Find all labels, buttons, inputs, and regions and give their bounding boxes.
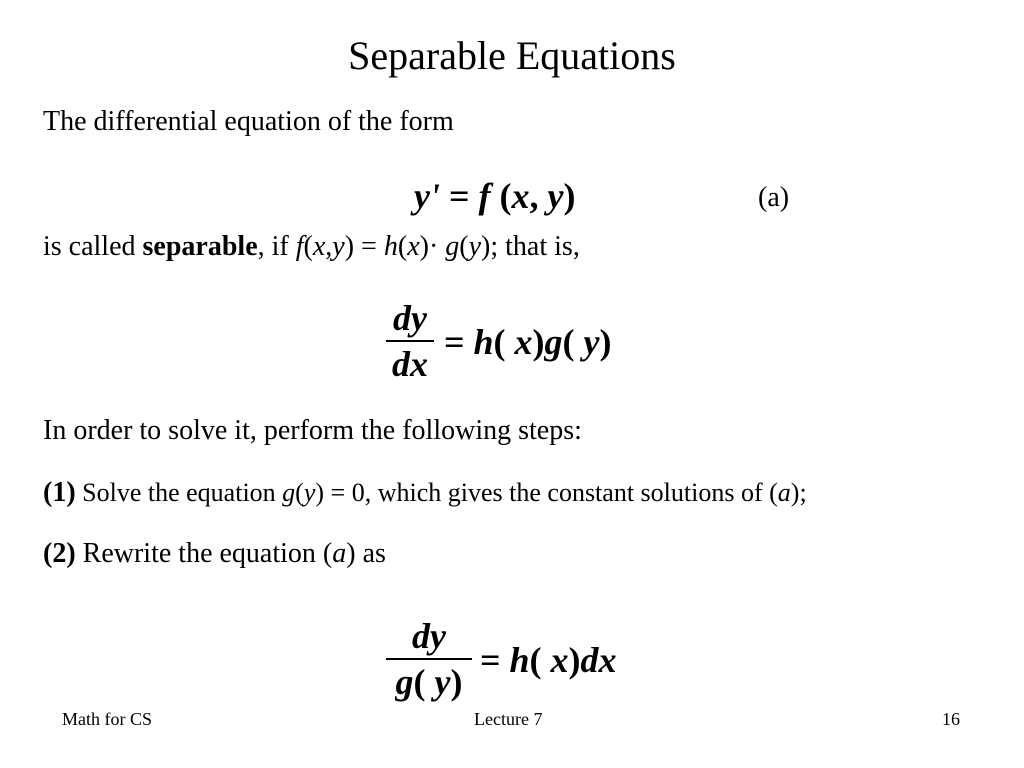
def-pre: is called	[43, 231, 143, 262]
def-x2: x	[407, 231, 420, 262]
eq-b-numerator: dy	[393, 298, 427, 338]
eq-c-dx: dx	[580, 640, 617, 680]
def-f: f	[295, 231, 304, 262]
step-1-y: y	[303, 478, 316, 507]
eq-c-den-p2: )	[450, 662, 463, 702]
def-open2: (	[397, 231, 408, 262]
eq-c-den-p1: (	[413, 662, 426, 702]
def-y1: y	[332, 231, 345, 262]
def-close3: ); that is,	[481, 231, 580, 262]
footer-lecture: Lecture 7	[474, 709, 543, 729]
eq-b-p1: (	[493, 322, 506, 362]
def-close2: )·	[419, 231, 446, 262]
eq-a-y: y	[547, 176, 564, 216]
eq-a-comma: ,	[529, 176, 539, 216]
eq-c-den-g: g	[395, 662, 414, 702]
eq-b-equals: =	[444, 322, 465, 362]
def-comma: ,	[325, 231, 333, 262]
slide-title: Separable Equations	[348, 33, 676, 78]
step-1-text: Solve the equation	[75, 478, 283, 507]
eq-a-f: f	[478, 176, 491, 216]
def-mid: , if	[257, 231, 296, 262]
step-1-end: );	[790, 478, 807, 507]
intro-text: The differential equation of the form	[43, 106, 454, 137]
footer-course: Math for CS	[62, 709, 152, 729]
eq-c-x: x	[550, 640, 569, 680]
step-1-a: a	[777, 478, 791, 507]
eq-a-x: x	[511, 176, 530, 216]
equation-b-rhs	[444, 320, 612, 364]
step-2-end: ) as	[346, 538, 386, 569]
step-1	[43, 476, 807, 510]
def-open3: (	[459, 231, 469, 262]
step-2-a: a	[332, 538, 347, 569]
step-1-number: (1)	[43, 477, 76, 508]
equation-label: (a)	[758, 182, 790, 213]
equation-c-fraction	[386, 614, 472, 704]
eq-b-p2: )	[532, 322, 545, 362]
eq-a-open: (	[499, 176, 512, 216]
eq-b-g: g	[544, 322, 563, 362]
eq-a-close: )	[563, 176, 576, 216]
step-1-open: (	[295, 478, 304, 507]
step-1-rest: ) = 0, which gives the constant solutions of (	[315, 478, 778, 507]
eq-b-p4: )	[599, 322, 612, 362]
eq-c-h: h	[509, 640, 530, 680]
eq-c-p2: )	[568, 640, 581, 680]
def-h: h	[383, 231, 398, 262]
step-2-text: Rewrite the equation (	[75, 538, 333, 569]
eq-c-p1: (	[529, 640, 542, 680]
eq-b-h: h	[473, 322, 494, 362]
separable-definition	[43, 229, 580, 265]
eq-a-equals: =	[448, 176, 470, 216]
step-2	[43, 536, 386, 572]
step-2-number: (2)	[43, 538, 76, 569]
steps-intro: In order to solve it, perform the following steps:	[43, 415, 582, 446]
eq-b-y: y	[583, 322, 600, 362]
footer-page-number: 16	[942, 709, 960, 729]
step-1-g: g	[282, 478, 296, 507]
eq-b-p3: (	[562, 322, 575, 362]
equation-c-rhs	[480, 638, 617, 682]
def-x1: x	[312, 231, 326, 262]
eq-c-equals: =	[480, 640, 501, 680]
equation-b-fraction	[386, 296, 434, 386]
eq-b-x: x	[514, 322, 533, 362]
def-y2: y	[468, 231, 482, 262]
equation-a	[414, 174, 575, 218]
eq-a-lhs: y'	[414, 176, 440, 216]
eq-c-numerator: dy	[412, 616, 446, 656]
def-g: g	[445, 231, 460, 262]
def-close1: ) =	[344, 231, 384, 262]
eq-c-den-y: y	[434, 662, 451, 702]
eq-b-denominator: dx	[392, 344, 428, 384]
def-open1: (	[303, 231, 313, 262]
def-keyword: separable	[142, 231, 258, 262]
eq-c-denominator	[396, 660, 463, 704]
